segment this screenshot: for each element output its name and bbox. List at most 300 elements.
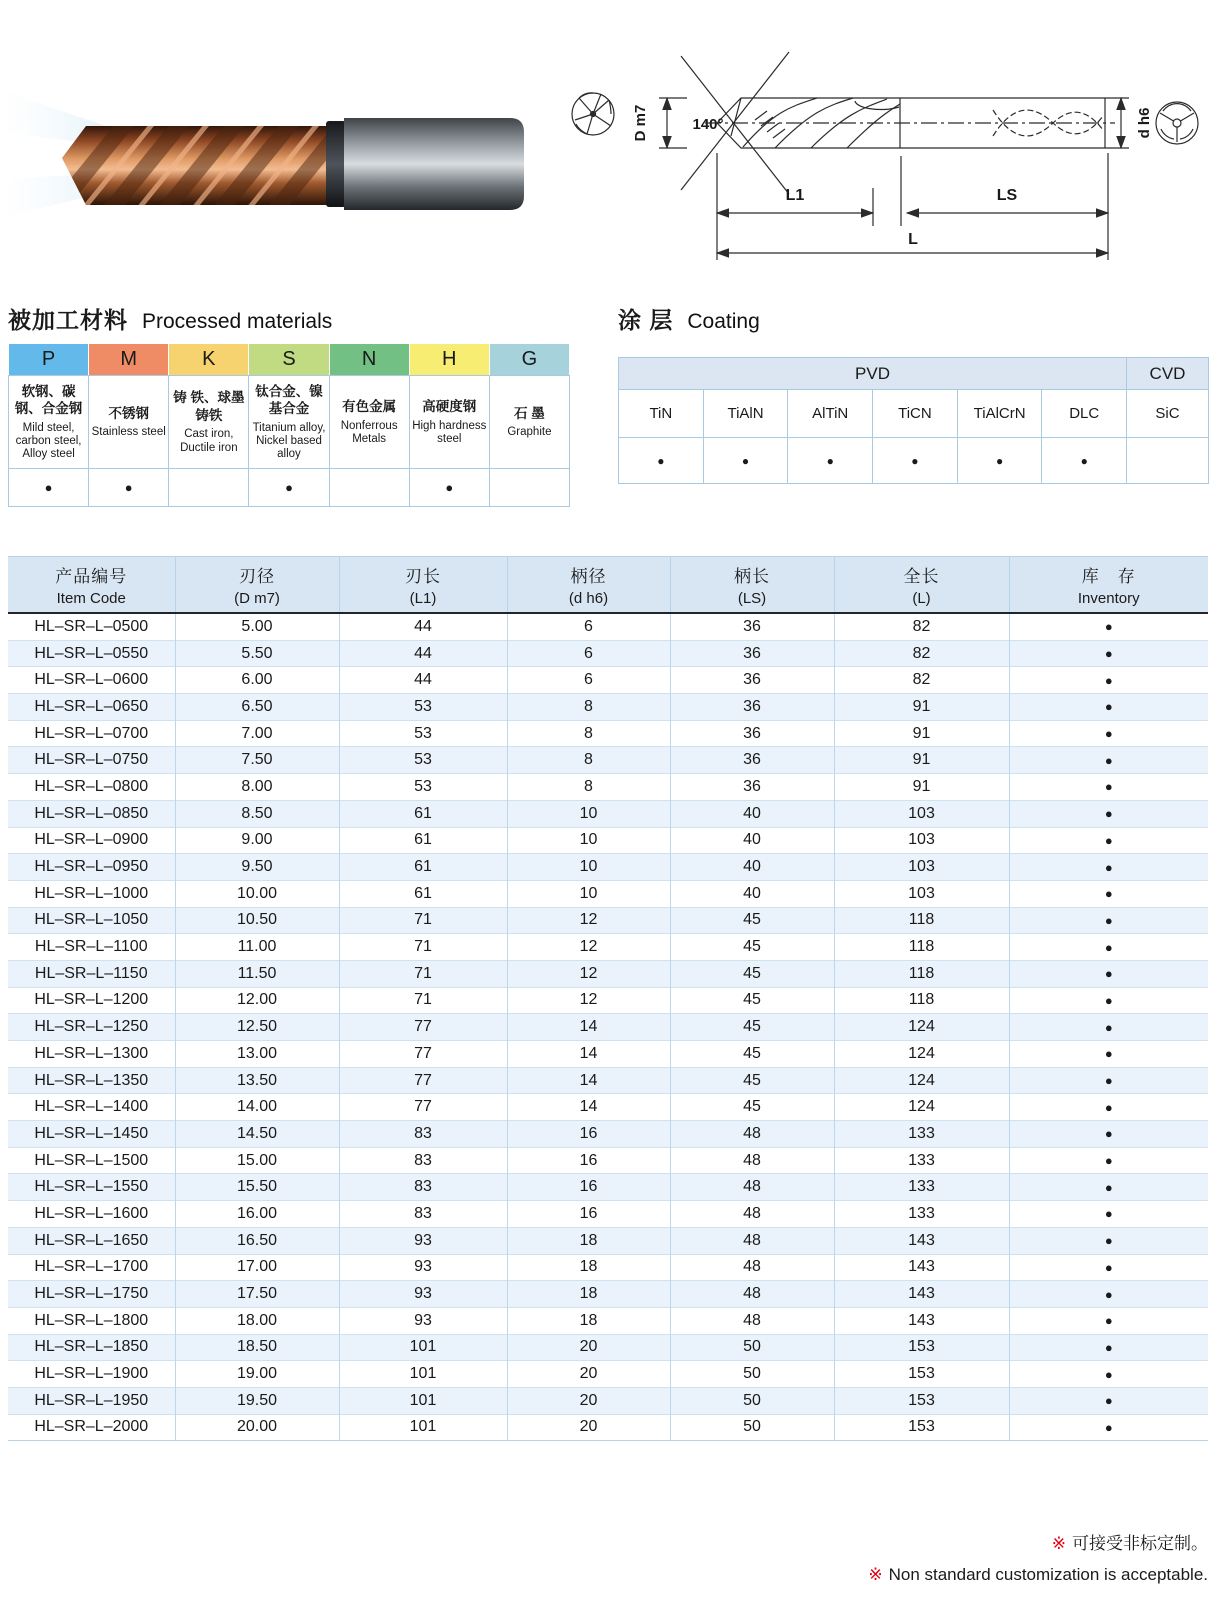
material-name-en: Cast iron, Ductile iron bbox=[180, 428, 238, 454]
coating-name-cell: DLC bbox=[1042, 390, 1127, 438]
flute-dia-cell: 19.50 bbox=[175, 1387, 339, 1414]
item-code-cell: HL–SR–L–1650 bbox=[8, 1227, 175, 1254]
drill-outline bbox=[717, 98, 1105, 148]
shank-len-cell: 48 bbox=[670, 1121, 834, 1148]
materials-class-row bbox=[9, 344, 570, 376]
flute-dia-cell: 14.50 bbox=[175, 1121, 339, 1148]
total-len-cell: 143 bbox=[834, 1281, 1009, 1308]
inventory-dot: ● bbox=[1009, 1174, 1208, 1201]
total-len-cell: 118 bbox=[834, 987, 1009, 1014]
inventory-dot: ● bbox=[1009, 1387, 1208, 1414]
shank-dia-cell: 14 bbox=[507, 1014, 670, 1041]
shank-dia-cell: 16 bbox=[507, 1121, 670, 1148]
table-row bbox=[8, 1414, 1208, 1441]
shank-len-cell: 36 bbox=[670, 747, 834, 774]
flute-dia-cell: 7.50 bbox=[175, 747, 339, 774]
flute-len-cell: 83 bbox=[339, 1121, 507, 1148]
inventory-dot: ● bbox=[1009, 667, 1208, 694]
total-len-cell: 124 bbox=[834, 1094, 1009, 1121]
shank-len-cell: 40 bbox=[670, 880, 834, 907]
materials-section-title bbox=[8, 302, 332, 335]
item-code-cell: HL–SR–L–1100 bbox=[8, 934, 175, 961]
inventory-dot: ● bbox=[1009, 720, 1208, 747]
shank-dia-cell: 14 bbox=[507, 1041, 670, 1068]
flute-dia-cell: 8.50 bbox=[175, 800, 339, 827]
footnote-zh-line bbox=[868, 1528, 1208, 1559]
inventory-dot: ● bbox=[1009, 960, 1208, 987]
shank-len-cell: 48 bbox=[670, 1307, 834, 1334]
inventory-dot: ● bbox=[1009, 827, 1208, 854]
drill-collar bbox=[326, 121, 346, 207]
shank-len-cell: 36 bbox=[670, 720, 834, 747]
shank-dia-cell: 6 bbox=[507, 640, 670, 667]
flute-length-label: L1 bbox=[785, 187, 805, 204]
inventory-dot: ● bbox=[1009, 774, 1208, 801]
coating-name-row bbox=[619, 390, 1209, 438]
flute-dia-cell: 6.00 bbox=[175, 667, 339, 694]
table-row bbox=[8, 800, 1208, 827]
flute-dia-cell: 16.50 bbox=[175, 1227, 339, 1254]
inventory-dot: ● bbox=[1009, 1361, 1208, 1388]
material-name-zh: 高硬度钢 bbox=[422, 399, 477, 414]
flute-dia-cell: 8.00 bbox=[175, 774, 339, 801]
table-row bbox=[8, 827, 1208, 854]
materials-table bbox=[8, 344, 570, 507]
material-name-en: Titanium alloy, Nickel based alloy bbox=[252, 421, 326, 461]
table-row bbox=[8, 1281, 1208, 1308]
total-len-cell: 133 bbox=[834, 1201, 1009, 1228]
flute-dia-cell: 5.00 bbox=[175, 613, 339, 640]
item-code-cell: HL–SR–L–0800 bbox=[8, 774, 175, 801]
spec-header-en: Item Code bbox=[56, 590, 126, 607]
flute-dia-cell: 11.50 bbox=[175, 960, 339, 987]
spec-header-en: (D m7) bbox=[234, 590, 280, 607]
total-len-cell: 124 bbox=[834, 1067, 1009, 1094]
shank-len-cell: 50 bbox=[670, 1361, 834, 1388]
footnote-zh-text: 可接受非标定制。 bbox=[1072, 1534, 1208, 1553]
shank-len-cell: 48 bbox=[670, 1174, 834, 1201]
table-row bbox=[8, 1227, 1208, 1254]
total-len-cell: 133 bbox=[834, 1174, 1009, 1201]
material-desc-cell bbox=[489, 376, 569, 469]
material-name-zh: 钛合金、镍基合金 bbox=[255, 383, 323, 417]
material-desc-cell bbox=[409, 376, 489, 469]
flute-len-cell: 53 bbox=[339, 694, 507, 721]
flute-len-cell: 44 bbox=[339, 613, 507, 640]
table-row bbox=[8, 934, 1208, 961]
material-applicability-dot bbox=[489, 469, 569, 507]
material-applicability-dot: ● bbox=[9, 469, 89, 507]
shank-len-cell: 45 bbox=[670, 907, 834, 934]
flute-len-cell: 77 bbox=[339, 1067, 507, 1094]
shank-len-cell: 45 bbox=[670, 1041, 834, 1068]
inventory-dot: ● bbox=[1009, 1201, 1208, 1228]
material-class-cell: S bbox=[249, 344, 329, 376]
flute-dia-cell: 14.00 bbox=[175, 1094, 339, 1121]
inventory-dot: ● bbox=[1009, 1414, 1208, 1441]
inventory-dot: ● bbox=[1009, 907, 1208, 934]
coating-title-en: Coating bbox=[687, 310, 760, 333]
shank-len-cell: 40 bbox=[670, 827, 834, 854]
total-len-cell: 124 bbox=[834, 1041, 1009, 1068]
item-code-cell: HL–SR–L–0500 bbox=[34, 617, 149, 635]
item-code-cell: HL–SR–L–1450 bbox=[8, 1121, 175, 1148]
spec-table-body bbox=[8, 613, 1208, 1441]
item-code-cell: HL–SR–L–1250 bbox=[8, 1014, 175, 1041]
shank-len-cell: 40 bbox=[670, 854, 834, 881]
material-applicability-dot bbox=[329, 469, 409, 507]
flute-len-cell: 83 bbox=[339, 1174, 507, 1201]
shank-len-cell: 40 bbox=[670, 800, 834, 827]
table-row bbox=[8, 854, 1208, 881]
inventory-dot: ● bbox=[1009, 987, 1208, 1014]
material-desc-cell bbox=[169, 376, 249, 469]
flute-dia-cell: 15.50 bbox=[175, 1174, 339, 1201]
total-len-cell: 82 bbox=[834, 640, 1009, 667]
table-row bbox=[8, 1201, 1208, 1228]
coating-name-cell: TiAlCrN bbox=[957, 390, 1042, 438]
total-len-cell: 143 bbox=[834, 1227, 1009, 1254]
inventory-dot: ● bbox=[1009, 1147, 1208, 1174]
flute-len-cell: 93 bbox=[339, 1254, 507, 1281]
table-row bbox=[8, 1014, 1208, 1041]
coating-applicability-dot: ● bbox=[619, 438, 704, 484]
shank-len-cell: 48 bbox=[670, 1227, 834, 1254]
flute-len-cell: 61 bbox=[339, 800, 507, 827]
table-row bbox=[8, 640, 1208, 667]
table-row bbox=[8, 720, 1208, 747]
material-class-cell: N bbox=[329, 344, 409, 376]
shank-dia-cell: 14 bbox=[507, 1067, 670, 1094]
flute-len-cell: 101 bbox=[339, 1334, 507, 1361]
flute-len-cell: 53 bbox=[339, 747, 507, 774]
coating-applicability-dot bbox=[1127, 438, 1209, 484]
shank-len-cell: 36 bbox=[670, 694, 834, 721]
flute-dia-cell: 12.50 bbox=[175, 1014, 339, 1041]
flute-len-cell: 101 bbox=[339, 1361, 507, 1388]
flute-len-cell: 71 bbox=[339, 960, 507, 987]
total-len-cell: 91 bbox=[834, 747, 1009, 774]
inventory-dot: ● bbox=[1009, 1121, 1208, 1148]
table-row bbox=[8, 1094, 1208, 1121]
coating-applicability-dot: ● bbox=[957, 438, 1042, 484]
table-row bbox=[8, 880, 1208, 907]
table-row bbox=[8, 1387, 1208, 1414]
shank-dia-cell: 20 bbox=[507, 1387, 670, 1414]
materials-title-en: Processed materials bbox=[142, 310, 333, 333]
flute-dia-cell: 15.00 bbox=[175, 1147, 339, 1174]
item-code-cell: HL–SR–L–1050 bbox=[8, 907, 175, 934]
shank-len-cell: 50 bbox=[670, 1334, 834, 1361]
shank-len-cell: 48 bbox=[670, 1201, 834, 1228]
inventory-dot: ● bbox=[1009, 613, 1208, 640]
total-len-cell: 153 bbox=[834, 1414, 1009, 1441]
shank-dia-cell: 10 bbox=[507, 800, 670, 827]
flute-len-cell: 53 bbox=[339, 774, 507, 801]
material-name-en: Stainless steel bbox=[91, 426, 166, 439]
shank-dia-cell: 14 bbox=[507, 1094, 670, 1121]
flute-dia-cell: 9.00 bbox=[175, 827, 339, 854]
shank-dia-cell: 20 bbox=[507, 1361, 670, 1388]
coating-section-title bbox=[618, 302, 760, 335]
inventory-dot: ● bbox=[1009, 800, 1208, 827]
spec-header-row bbox=[8, 557, 1208, 614]
total-len-cell: 153 bbox=[834, 1387, 1009, 1414]
inventory-dot: ● bbox=[1009, 1227, 1208, 1254]
shank-dia-cell: 18 bbox=[507, 1281, 670, 1308]
item-code-cell: HL–SR–L–2000 bbox=[8, 1414, 175, 1441]
shank-dia-cell: 12 bbox=[507, 907, 670, 934]
spec-header-zh: 全长 bbox=[903, 567, 940, 586]
total-len-cell: 82 bbox=[834, 613, 1009, 640]
table-row bbox=[8, 1334, 1208, 1361]
flute-len-cell: 77 bbox=[339, 1041, 507, 1068]
drill-line-drawing bbox=[565, 48, 1216, 263]
point-angle-label: 140° bbox=[692, 116, 724, 133]
item-code-cell: HL–SR–L–1350 bbox=[8, 1067, 175, 1094]
item-code-cell: HL–SR–L–1300 bbox=[8, 1041, 175, 1068]
shank-len-cell: 50 bbox=[670, 1387, 834, 1414]
coating-title-zh: 涂 层 bbox=[618, 307, 674, 333]
material-applicability-dot bbox=[169, 469, 249, 507]
total-length-label: L bbox=[908, 231, 918, 248]
flute-dia-cell: 20.00 bbox=[175, 1414, 339, 1441]
spec-header-zh: 刃长 bbox=[405, 567, 441, 586]
coating-group-row bbox=[619, 358, 1209, 390]
flute-len-cell: 101 bbox=[339, 1414, 507, 1441]
total-len-cell: 153 bbox=[834, 1361, 1009, 1388]
item-code-cell: HL–SR–L–1150 bbox=[8, 960, 175, 987]
flute-dia-cell: 16.00 bbox=[175, 1201, 339, 1228]
material-class-cell: K bbox=[169, 344, 249, 376]
drill-shank bbox=[344, 118, 524, 210]
shank-diameter-label: d h6 bbox=[1136, 107, 1153, 139]
flute-len-cell: 83 bbox=[339, 1201, 507, 1228]
flute-dia-cell: 6.50 bbox=[175, 694, 339, 721]
flute-dia-cell: 11.00 bbox=[175, 934, 339, 961]
spec-header-en: (L) bbox=[912, 590, 931, 607]
material-name-zh: 有色金属 bbox=[342, 399, 397, 414]
table-row bbox=[8, 1147, 1208, 1174]
item-code-cell: HL–SR–L–0950 bbox=[8, 854, 175, 881]
spec-header-zh: 刃径 bbox=[239, 567, 275, 586]
inventory-dot: ● bbox=[1009, 1254, 1208, 1281]
table-row bbox=[8, 907, 1208, 934]
materials-title-zh: 被加工材料 bbox=[8, 307, 128, 333]
flute-dia-cell: 12.00 bbox=[175, 987, 339, 1014]
flute-len-cell: 77 bbox=[339, 1014, 507, 1041]
total-len-cell: 82 bbox=[834, 667, 1009, 694]
inventory-dot: ● bbox=[1009, 1041, 1208, 1068]
total-len-cell: 103 bbox=[834, 854, 1009, 881]
inventory-dot: ● bbox=[1009, 854, 1208, 881]
flute-len-cell: 71 bbox=[339, 987, 507, 1014]
table-row bbox=[8, 613, 1208, 640]
flute-len-cell: 93 bbox=[339, 1281, 507, 1308]
item-code-cell: HL–SR–L–1550 bbox=[8, 1174, 175, 1201]
shank-dia-cell: 18 bbox=[507, 1307, 670, 1334]
flute-len-cell: 44 bbox=[339, 640, 507, 667]
shank-dia-cell: 16 bbox=[507, 1147, 670, 1174]
table-row bbox=[8, 1067, 1208, 1094]
table-row bbox=[8, 774, 1208, 801]
shank-len-cell: 45 bbox=[670, 1094, 834, 1121]
tip-end-view-icon bbox=[572, 93, 614, 135]
shank-len-cell: 36 bbox=[670, 774, 834, 801]
material-name-en: Graphite bbox=[507, 426, 552, 439]
flute-len-cell: 53 bbox=[339, 720, 507, 747]
shank-dia-cell: 8 bbox=[507, 720, 670, 747]
table-row bbox=[8, 1361, 1208, 1388]
table-row bbox=[8, 1041, 1208, 1068]
flute-dia-cell: 17.00 bbox=[175, 1254, 339, 1281]
item-code-cell: HL–SR–L–1900 bbox=[8, 1361, 175, 1388]
item-code-cell: HL–SR–L–1700 bbox=[8, 1254, 175, 1281]
total-len-cell: 118 bbox=[834, 960, 1009, 987]
table-row bbox=[8, 987, 1208, 1014]
item-code-cell: HL–SR–L–1200 bbox=[8, 987, 175, 1014]
shank-len-cell: 48 bbox=[670, 1254, 834, 1281]
footnote bbox=[868, 1528, 1208, 1591]
spec-header-zh: 库 存 bbox=[1081, 567, 1136, 586]
total-len-cell: 91 bbox=[834, 694, 1009, 721]
item-code-cell: HL–SR–L–1850 bbox=[8, 1334, 175, 1361]
inventory-dot: ● bbox=[1009, 694, 1208, 721]
shank-dia-cell: 12 bbox=[507, 960, 670, 987]
flute-dia-cell: 18.50 bbox=[175, 1334, 339, 1361]
flute-len-cell: 93 bbox=[339, 1227, 507, 1254]
total-len-cell: 91 bbox=[834, 774, 1009, 801]
spec-table-head bbox=[8, 557, 1208, 614]
shank-len-cell: 36 bbox=[670, 640, 834, 667]
item-code-cell: HL–SR–L–1600 bbox=[8, 1201, 175, 1228]
shank-dia-cell: 6 bbox=[507, 667, 670, 694]
item-code-cell: HL–SR–L–1750 bbox=[8, 1281, 175, 1308]
flute-len-cell: 61 bbox=[339, 880, 507, 907]
spec-header-cell bbox=[175, 557, 339, 614]
drill-photo-illustration bbox=[0, 38, 560, 238]
shank-length-label: LS bbox=[996, 187, 1018, 204]
table-row bbox=[8, 667, 1208, 694]
shank-dia-cell: 6 bbox=[507, 613, 670, 640]
shank-dia-cell: 12 bbox=[507, 934, 670, 961]
total-len-cell: 133 bbox=[834, 1121, 1009, 1148]
table-row bbox=[8, 694, 1208, 721]
coating-name-cell: AlTiN bbox=[788, 390, 873, 438]
product-photo bbox=[0, 38, 560, 238]
material-name-zh: 软钢、碳钢、合金钢 bbox=[14, 383, 83, 417]
shank-dia-cell: 20 bbox=[507, 1414, 670, 1441]
spec-header-cell bbox=[1009, 557, 1208, 614]
inventory-dot: ● bbox=[1009, 747, 1208, 774]
shank-len-cell: 48 bbox=[670, 1147, 834, 1174]
flute-len-cell: 93 bbox=[339, 1307, 507, 1334]
flute-dia-cell: 7.00 bbox=[175, 720, 339, 747]
table-row bbox=[8, 1174, 1208, 1201]
material-applicability-dot: ● bbox=[249, 469, 329, 507]
item-code-cell: HL–SR–L–1800 bbox=[8, 1307, 175, 1334]
flute-dia-cell: 10.50 bbox=[175, 907, 339, 934]
coating-applicability-dot: ● bbox=[1042, 438, 1127, 484]
flute-len-cell: 101 bbox=[339, 1387, 507, 1414]
coating-group-cell: PVD bbox=[619, 358, 1127, 390]
spec-header-cell bbox=[8, 557, 175, 614]
shank-len-cell: 48 bbox=[670, 1281, 834, 1308]
material-class-cell: P bbox=[9, 344, 89, 376]
item-code-cell: HL–SR–L–0700 bbox=[8, 720, 175, 747]
inventory-dot: ● bbox=[1009, 1014, 1208, 1041]
shank-end-view-icon bbox=[1156, 102, 1198, 144]
spec-header-zh: 柄径 bbox=[570, 567, 607, 586]
total-len-cell: 124 bbox=[834, 1014, 1009, 1041]
material-desc-cell bbox=[89, 376, 169, 469]
footnote-marker-zh: ※ bbox=[1051, 1534, 1066, 1553]
item-code-cell: HL–SR–L–0850 bbox=[8, 800, 175, 827]
item-code-cell: HL–SR–L–0550 bbox=[8, 640, 175, 667]
shank-dia-cell: 8 bbox=[507, 747, 670, 774]
spec-header-en: (d h6) bbox=[568, 590, 609, 607]
item-code-cell: HL–SR–L–0600 bbox=[8, 667, 175, 694]
item-code-cell: HL–SR–L–1000 bbox=[8, 880, 175, 907]
spec-header-en: (LS) bbox=[737, 590, 767, 607]
flute-len-cell: 61 bbox=[339, 827, 507, 854]
inventory-dot: ● bbox=[1009, 640, 1208, 667]
material-name-zh: 铸 铁、球墨铸铁 bbox=[173, 390, 245, 423]
flute-dia-cell: 9.50 bbox=[175, 854, 339, 881]
material-applicability-dot: ● bbox=[409, 469, 489, 507]
flute-dia-cell: 5.50 bbox=[175, 640, 339, 667]
shank-len-cell: 36 bbox=[670, 613, 834, 640]
total-len-cell: 91 bbox=[834, 720, 1009, 747]
shank-len-cell: 45 bbox=[670, 1014, 834, 1041]
coating-table-body bbox=[619, 358, 1209, 484]
spec-header-cell bbox=[834, 557, 1009, 614]
coating-name-cell: TiN bbox=[619, 390, 704, 438]
flute-len-cell: 44 bbox=[339, 667, 507, 694]
material-applicability-dot: ● bbox=[89, 469, 169, 507]
coating-dot-row bbox=[619, 438, 1209, 484]
total-len-cell: 118 bbox=[834, 934, 1009, 961]
shank-dia-cell: 10 bbox=[507, 854, 670, 881]
shank-dia-cell: 20 bbox=[507, 1334, 670, 1361]
inventory-dot: ● bbox=[1009, 1067, 1208, 1094]
spec-header-cell bbox=[339, 557, 507, 614]
footnote-marker-en: ※ bbox=[868, 1565, 883, 1585]
footnote-en-line bbox=[868, 1559, 1208, 1590]
total-len-cell: 143 bbox=[834, 1307, 1009, 1334]
material-desc-cell bbox=[9, 376, 89, 469]
shank-len-cell: 45 bbox=[670, 934, 834, 961]
total-len-cell: 153 bbox=[834, 1334, 1009, 1361]
flute-dia-cell: 13.50 bbox=[175, 1067, 339, 1094]
flute-dia-cell: 13.00 bbox=[175, 1041, 339, 1068]
shank-dia-cell: 10 bbox=[507, 880, 670, 907]
flute-len-cell: 61 bbox=[339, 854, 507, 881]
inventory-dot: ● bbox=[1009, 1281, 1208, 1308]
total-len-cell: 143 bbox=[834, 1254, 1009, 1281]
material-class-cell: G bbox=[489, 344, 569, 376]
shank-len-cell: 45 bbox=[670, 987, 834, 1014]
shank-dia-cell: 18 bbox=[507, 1254, 670, 1281]
materials-table-body bbox=[9, 344, 570, 507]
material-class-cell: M bbox=[89, 344, 169, 376]
coating-name-cell: TiCN bbox=[873, 390, 958, 438]
total-len-cell: 103 bbox=[834, 827, 1009, 854]
flute-len-cell: 71 bbox=[339, 907, 507, 934]
flute-len-cell: 83 bbox=[339, 1147, 507, 1174]
shank-dia-cell: 8 bbox=[507, 774, 670, 801]
spec-header-zh: 产品编号 bbox=[55, 567, 128, 586]
